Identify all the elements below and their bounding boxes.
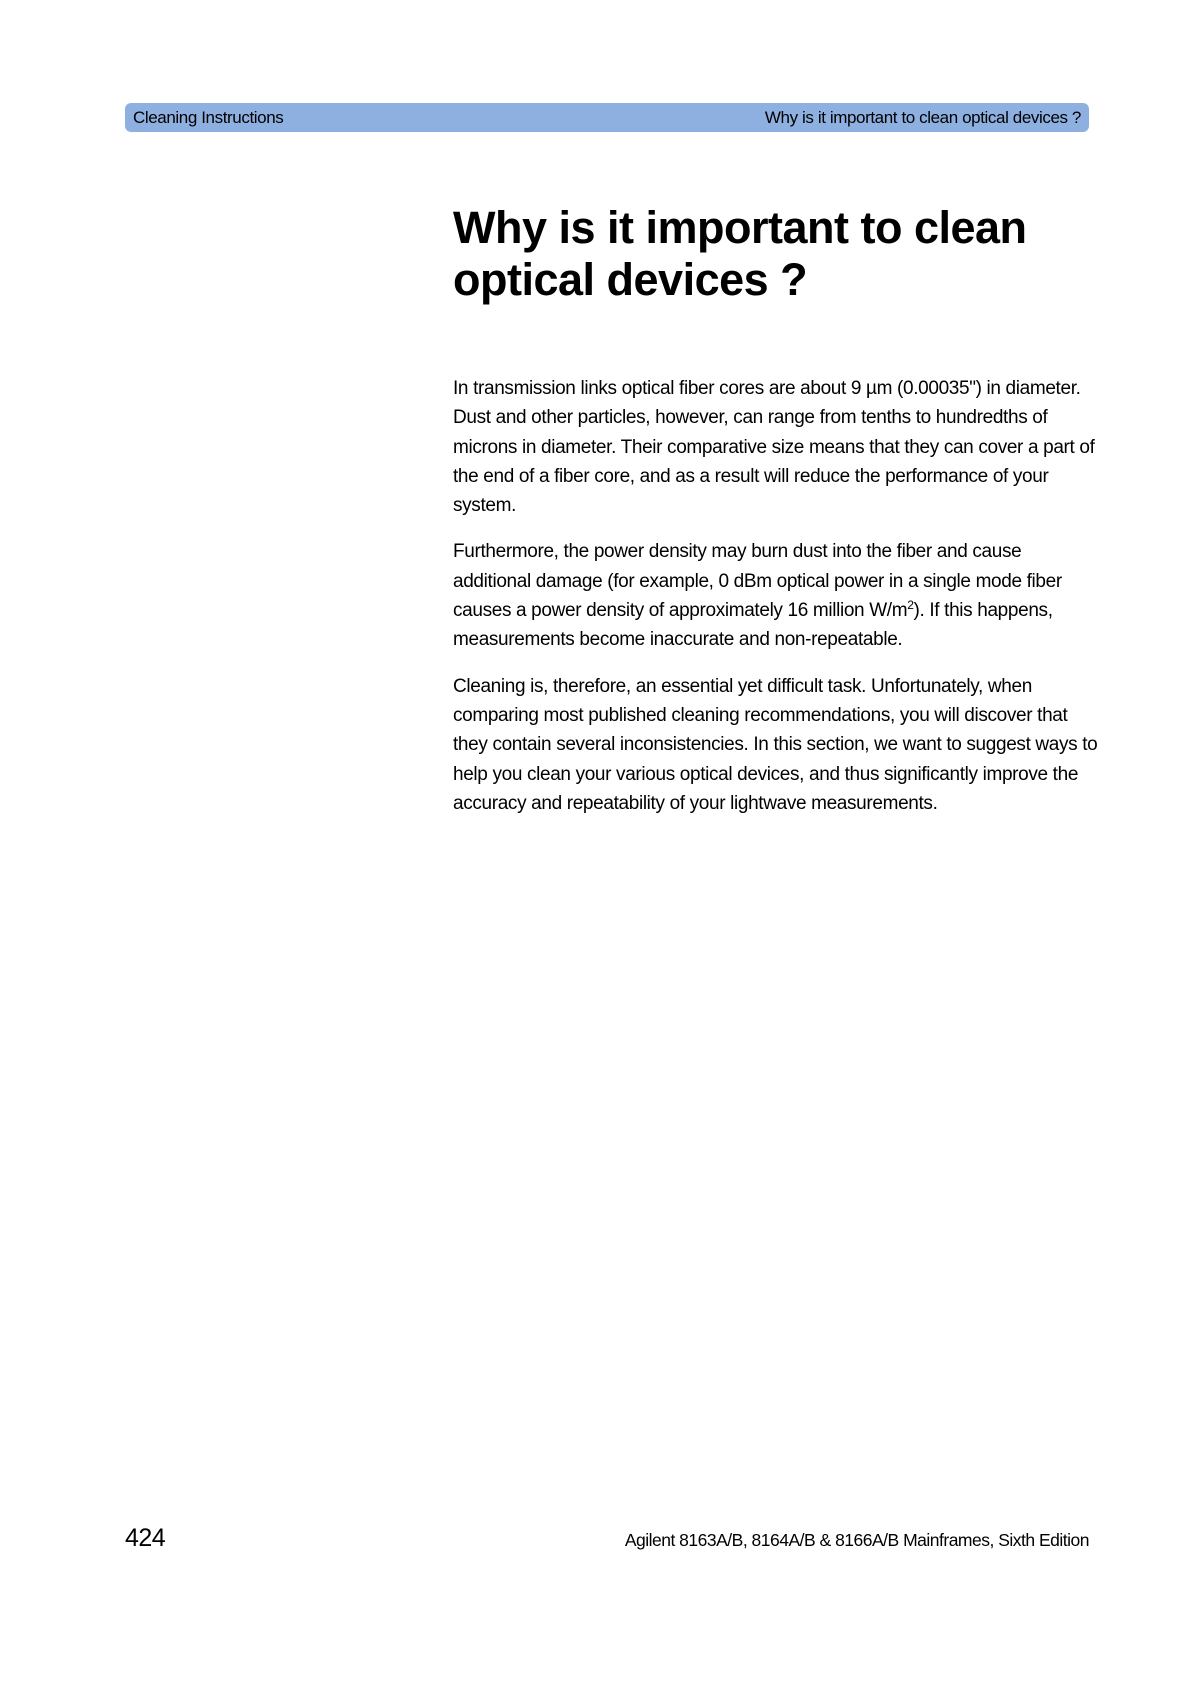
page-title bbox=[453, 202, 1093, 306]
page-title-line-1: Why is it important to clean bbox=[453, 202, 1027, 253]
header-topic-label: Why is it important to clean optical devices ? bbox=[764, 107, 1081, 127]
page-number: 424 bbox=[125, 1524, 166, 1552]
page-title-line-2: optical devices ? bbox=[453, 254, 808, 305]
running-header bbox=[125, 103, 1089, 132]
paragraph-power-density bbox=[453, 537, 1103, 654]
paragraph-fiber-core-size: In transmission links optical fiber cores are about 9 µm (0.00035") in diameter. Dust and other particles, however, can range from tenths to hundredths of microns in diameter. Their comparative size means that they can cover a part of the end of a fiber core, and as a result will reduce the performance of your system. bbox=[453, 378, 1095, 517]
paragraph-cleaning-task: Cleaning is, therefore, an essential yet difficult task. Unfortunately, when comparing most published cleaning recommendations, you will discover that they contain several inconsistencies. In this section, we want to suggest ways to help you clean your various optical devices, and thus significantly improve the accuracy and repeatability of your lightwave measurements. bbox=[453, 675, 1098, 814]
footer-edition-text: Agilent 8163A/B, 8164A/B & 8166A/B Mainframes, Sixth Edition bbox=[624, 1530, 1089, 1550]
superscript-exponent: 2 bbox=[907, 598, 914, 613]
paragraph-power-density-text-start: Furthermore, the power density may burn dust into the fiber and cause additional damage (for example, 0 dBm optical power in a single mode fiber causes a power density of approximately 16 million W/m bbox=[453, 541, 1062, 622]
header-section-label: Cleaning Instructions bbox=[133, 107, 284, 127]
paragraph-power-density-text-end: ). If this happens, measurements become inaccurate and non-repeatable. bbox=[453, 600, 1053, 651]
body-text bbox=[453, 374, 1103, 835]
